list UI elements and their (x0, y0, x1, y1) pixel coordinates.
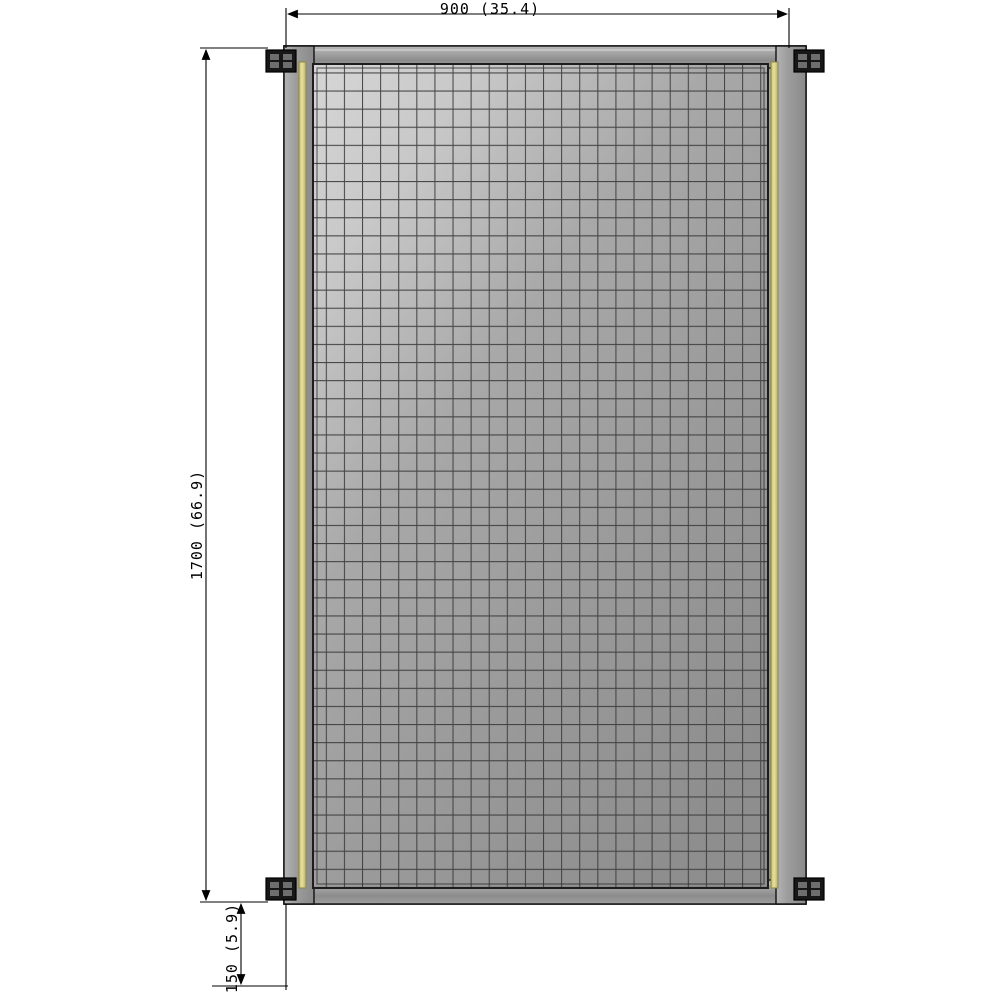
top-left-bracket (266, 50, 296, 72)
bottom-left-bracket (266, 878, 296, 900)
left-accent-strip (299, 62, 306, 888)
right-accent-strip (771, 62, 778, 888)
height-dimension-label: 1700 (66.9) (188, 469, 206, 581)
panel-assembly (266, 46, 824, 904)
width-dimension-label: 900 (35.4) (439, 0, 541, 18)
mesh-infill-grid (313, 64, 768, 888)
base-offset-dimension-label: 150 (5.9) (223, 902, 241, 994)
bottom-right-bracket (794, 878, 824, 900)
top-right-bracket (794, 50, 824, 72)
right-stile (776, 46, 806, 904)
